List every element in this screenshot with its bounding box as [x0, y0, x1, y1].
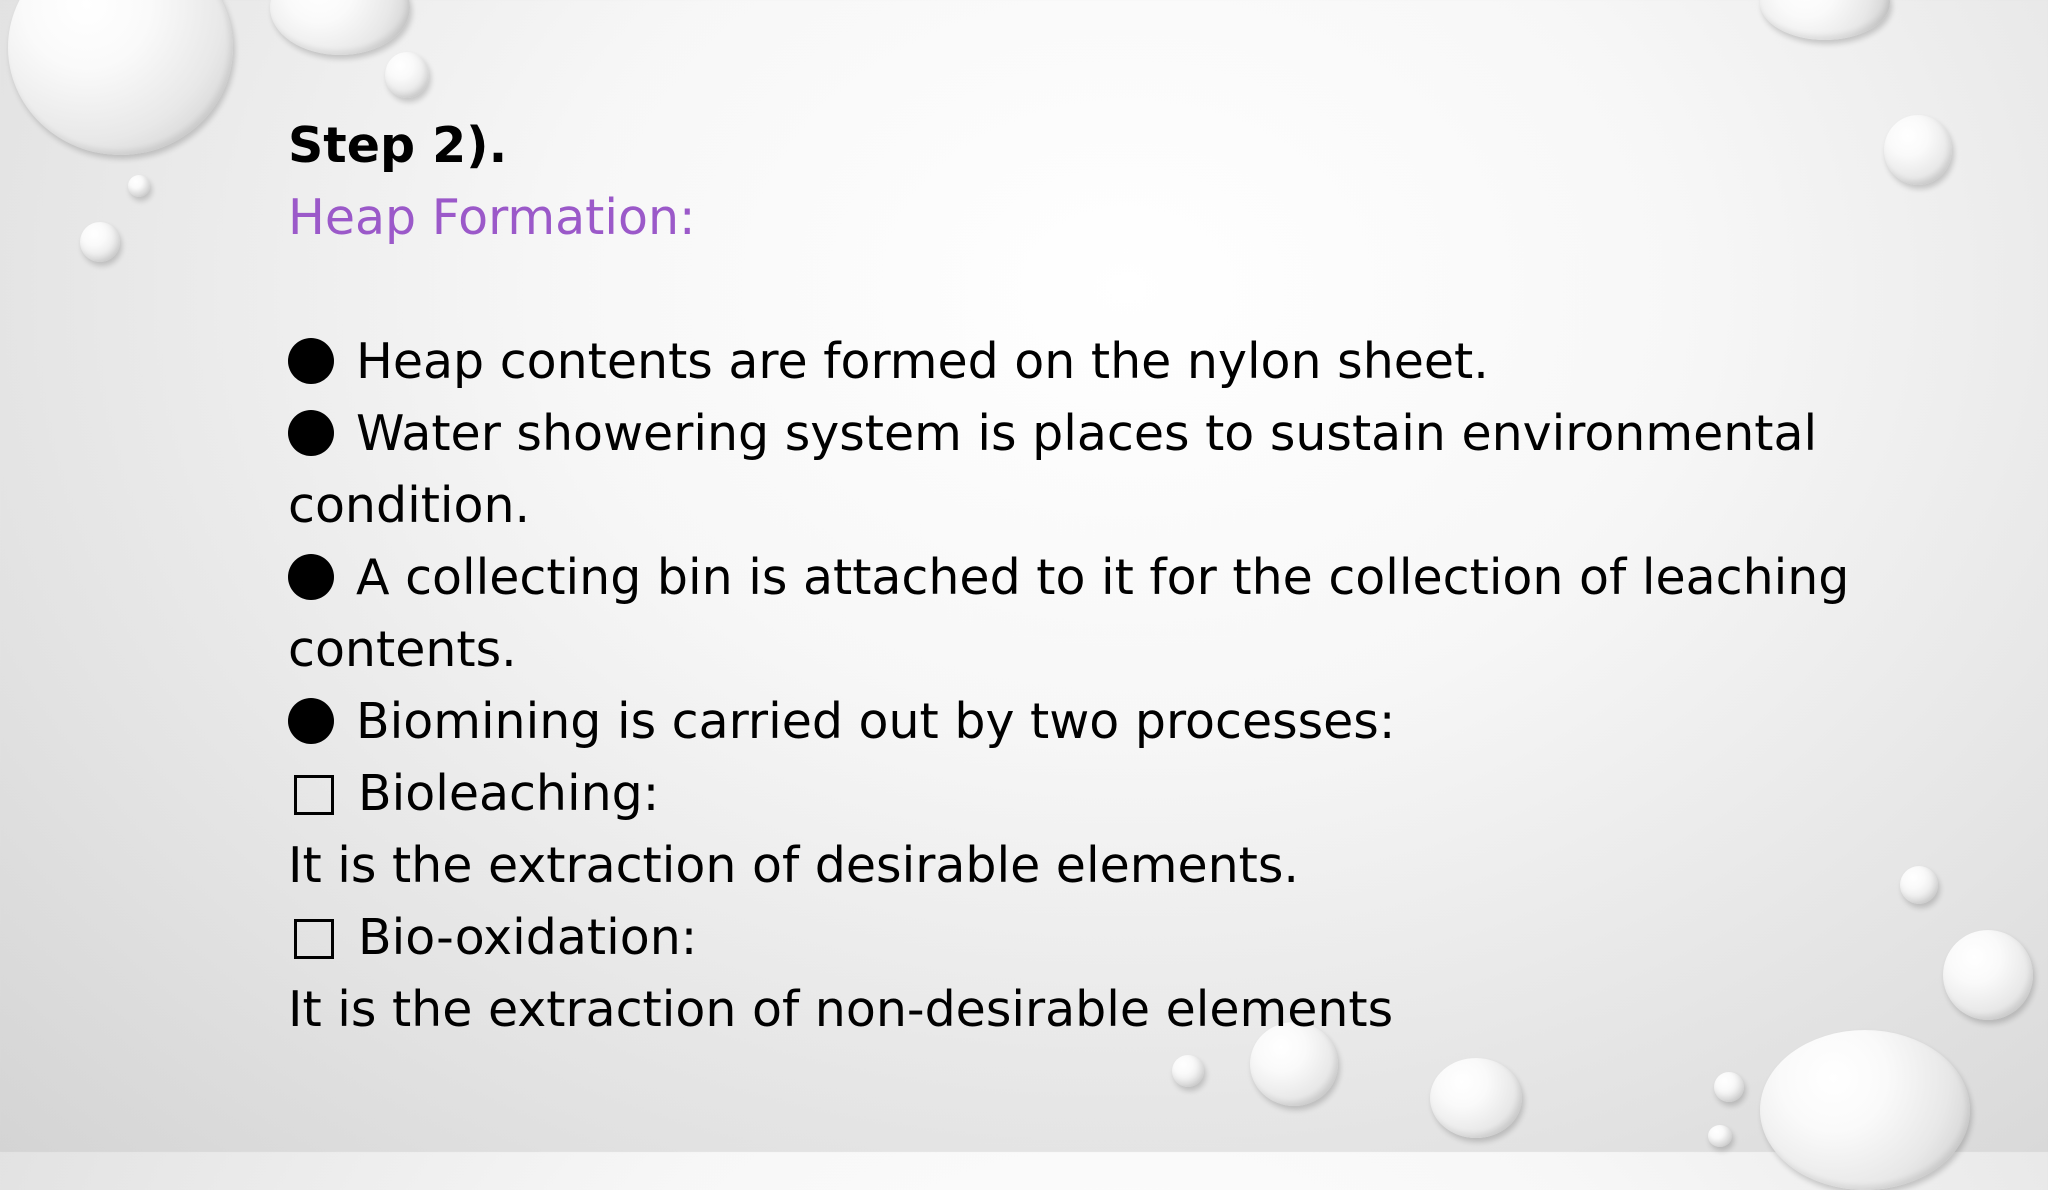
list-item-text: Heap contents are formed on the nylon sheet.	[356, 333, 1489, 390]
list-item-text: It is the extraction of non-desirable elements	[288, 981, 1394, 1038]
list-item	[288, 326, 1848, 398]
water-drop-decoration	[385, 52, 429, 98]
list-item	[288, 398, 1848, 470]
list-item	[288, 614, 1848, 686]
water-drop-decoration	[1884, 115, 1952, 185]
bullet-icon	[288, 554, 334, 600]
water-drop-decoration	[1943, 930, 2033, 1020]
list-item-text: Bioleaching:	[358, 765, 660, 822]
spacer	[288, 254, 1848, 326]
water-drop-decoration	[1760, 1030, 1970, 1190]
list-item	[288, 686, 1848, 758]
water-drop-decoration	[128, 175, 150, 197]
list-item	[288, 830, 1848, 902]
square-bullet-icon	[294, 919, 334, 959]
bullet-icon	[288, 338, 334, 384]
list-item-text: Biomining is carried out by two processes:	[356, 693, 1396, 750]
list-item	[288, 470, 1848, 542]
list-item	[288, 974, 1848, 1046]
bullet-list	[288, 326, 1848, 1046]
list-item	[288, 902, 1848, 974]
water-drop-decoration	[1430, 1058, 1522, 1138]
water-drop-decoration	[1900, 866, 1938, 904]
list-item-text: contents.	[288, 621, 517, 678]
section-subtitle: Heap Formation:	[288, 189, 696, 246]
list-item-text: Bio-oxidation:	[358, 909, 698, 966]
water-drop-decoration	[270, 0, 410, 55]
list-item-text: Water showering system is places to sustain environmental	[356, 405, 1818, 462]
water-drop-decoration	[1714, 1072, 1744, 1102]
bullet-icon	[288, 410, 334, 456]
water-drop-decoration	[1172, 1055, 1204, 1087]
slide-content	[288, 110, 1848, 1046]
list-item	[288, 758, 1848, 830]
square-bullet-icon	[294, 775, 334, 815]
water-drop-decoration	[1708, 1125, 1732, 1147]
list-item-text: condition.	[288, 477, 531, 534]
water-drop-decoration	[8, 0, 233, 155]
water-drop-decoration	[1760, 0, 1890, 40]
list-item-text: It is the extraction of desirable elements.	[288, 837, 1299, 894]
bullet-icon	[288, 698, 334, 744]
list-item-text: A collecting bin is attached to it for the collection of leaching	[356, 549, 1850, 606]
list-item	[288, 542, 1848, 614]
water-drop-decoration	[80, 222, 120, 262]
step-title: Step 2).	[288, 117, 508, 174]
